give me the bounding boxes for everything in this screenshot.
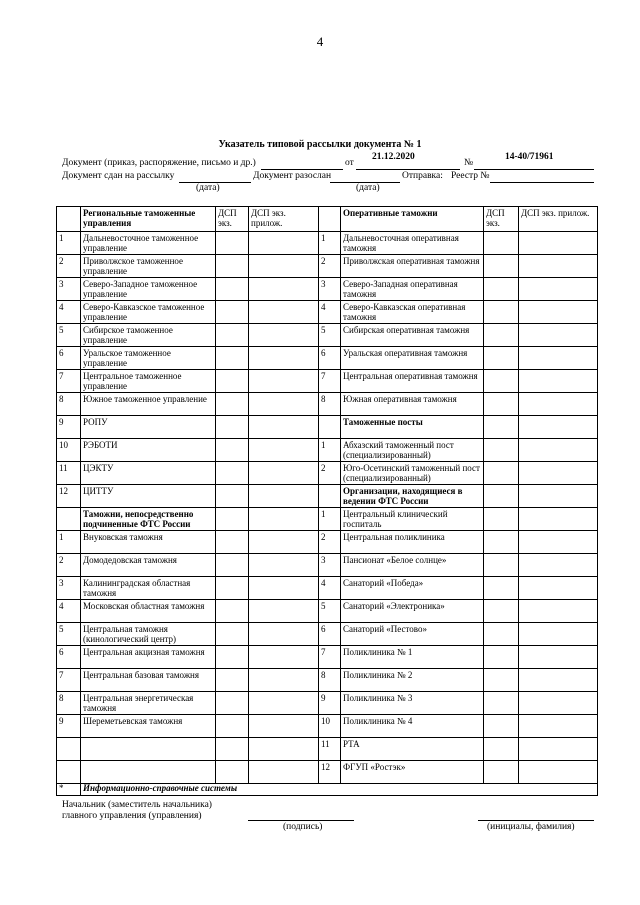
table-row [57,715,598,738]
operative-name: Поликлиника № 2 [341,669,484,692]
name-line [478,820,594,821]
row-num-right: 9 [319,692,341,715]
operative-name: РТА [341,738,484,761]
table-row [57,531,598,554]
row-num-right: 3 [319,278,341,301]
dsp-left-cell [216,669,249,692]
operative-name: Санаторий «Электроника» [341,600,484,623]
name-caption: (инициалы, фамилия) [487,822,575,832]
header-dsp-right: ДСП экз. [484,207,519,232]
dsp-app-left-cell [249,462,319,485]
date-caption-1: (дата) [196,183,220,193]
dsp-app-right-cell [519,278,598,301]
row-num-right: 5 [319,600,341,623]
row-num-left: 6 [57,347,81,370]
page-number: 4 [316,34,324,49]
dsp-left-cell [216,554,249,577]
dsp-app-left-cell [249,600,319,623]
row-num-right: 7 [319,646,341,669]
row-num-left [57,508,81,531]
operative-name: Пансионат «Белое солнце» [341,554,484,577]
regional-name: Центральная энергетическая таможня [81,692,216,715]
dsp-left-cell [216,485,249,508]
row-num-right: 1 [319,232,341,255]
table-row [57,692,598,715]
row-num-right: 6 [319,347,341,370]
row-num-right [319,416,341,439]
dsp-right-cell [484,600,519,623]
row-num-left: 9 [57,416,81,439]
operative-name: Абхазский таможенный пост (специализированный) [341,439,484,462]
row-num-left: 3 [57,278,81,301]
dsp-app-right-cell [519,485,598,508]
regional-name: РЭБОТИ [81,439,216,462]
regional-name: Дальневосточное таможенное управление [81,232,216,255]
dsp-app-right-cell [519,531,598,554]
dsp-right-cell [484,531,519,554]
row-num-right: 12 [319,761,341,784]
regional-name: Центральная базовая таможня [81,669,216,692]
dsp-app-left-cell [249,761,319,784]
table-row [57,255,598,278]
dsp-right-cell [484,761,519,784]
sender-label: Отправка: [402,171,443,181]
dsp-right-cell [484,255,519,278]
dsp-right-cell [484,485,519,508]
dsp-app-right-cell [519,370,598,393]
regional-name: Таможни, непосредственно подчиненные ФТС России [81,508,216,531]
date-caption-2: (дата) [356,183,380,193]
row-num-left: 8 [57,393,81,416]
operative-name: Приволжская оперативная таможня [341,255,484,278]
distributed-label: Документ разослан [253,171,332,181]
row-num-right: 1 [319,439,341,462]
dsp-left-cell [216,370,249,393]
registry-line [490,182,594,183]
dsp-app-left-cell [249,393,319,416]
operative-name: Южная оперативная таможня [341,393,484,416]
dsp-right-cell [484,646,519,669]
regional-name: ЦИТТУ [81,485,216,508]
dsp-app-left-cell [249,439,319,462]
dsp-left-cell [216,761,249,784]
regional-name: Центральная акцизная таможня [81,646,216,669]
dsp-left-cell [216,692,249,715]
operative-name: Юго-Осетинский таможенный пост (специализированный) [341,462,484,485]
dsp-app-right-cell [519,439,598,462]
dsp-app-left-cell [249,232,319,255]
row-num-left: 1 [57,232,81,255]
regional-name: Уральское таможенное управление [81,347,216,370]
dsp-app-left-cell [249,255,319,278]
operative-name: Дальневосточная оперативная таможня [341,232,484,255]
dsp-right-cell [484,301,519,324]
dsp-left-cell [216,393,249,416]
dsp-left-cell [216,439,249,462]
send-label: Документ сдан на рассылку [62,171,175,181]
row-num-right: 11 [319,738,341,761]
dsp-app-right-cell [519,324,598,347]
header-dsp-app-right: ДСП экз. прилож. [519,207,598,232]
table-row [57,370,598,393]
regional-name: Калининградская областная таможня [81,577,216,600]
row-num-left: 7 [57,669,81,692]
dsp-app-left-cell [249,416,319,439]
dsp-right-cell [484,715,519,738]
doc-number-line [474,169,594,170]
operative-name: Сибирская оперативная таможня [341,324,484,347]
operative-name: Центральная поликлиника [341,531,484,554]
row-num-left: 1 [57,531,81,554]
dsp-right-cell [484,692,519,715]
dsp-app-right-cell [519,623,598,646]
row-num-right: 4 [319,577,341,600]
regional-name [81,761,216,784]
regional-name: Шереметьевская таможня [81,715,216,738]
dsp-left-cell [216,324,249,347]
operative-name: Поликлиника № 4 [341,715,484,738]
dsp-left-cell [216,600,249,623]
dsp-app-left-cell [249,554,319,577]
operative-name: Санаторий «Победа» [341,577,484,600]
signature-caption: (подпись) [283,822,323,832]
dsp-app-left-cell [249,715,319,738]
dsp-left-cell [216,715,249,738]
row-num-left: 5 [57,623,81,646]
row-num-left: 4 [57,301,81,324]
dsp-app-left-cell [249,301,319,324]
dsp-app-right-cell [519,646,598,669]
row-num-left: 2 [57,554,81,577]
row-num-right: 2 [319,255,341,278]
row-num-right: 2 [319,531,341,554]
dsp-left-cell [216,577,249,600]
dsp-app-right-cell [519,761,598,784]
header-num-right [319,207,341,232]
dsp-left-cell [216,646,249,669]
dsp-app-left-cell [249,508,319,531]
dsp-app-left-cell [249,370,319,393]
dsp-right-cell [484,508,519,531]
row-num-right: 7 [319,370,341,393]
dsp-app-right-cell [519,577,598,600]
doc-blank-line [261,169,343,170]
row-num-left: 12 [57,485,81,508]
dsp-left-cell [216,255,249,278]
dsp-right-cell [484,324,519,347]
table-row [57,577,598,600]
operative-name: Северо-Западная оперативная таможня [341,278,484,301]
operative-name: Таможенные посты [341,416,484,439]
table-row [57,462,598,485]
footnote-text: Информационно-справочные системы [81,784,598,796]
regional-name: Центральная таможня (кинологический центр) [81,623,216,646]
operative-name: Санаторий «Пестово» [341,623,484,646]
dsp-app-right-cell [519,600,598,623]
table-row [57,439,598,462]
table-row [57,761,598,784]
row-num-left: 9 [57,715,81,738]
dsp-left-cell [216,232,249,255]
dsp-app-left-cell [249,324,319,347]
dsp-app-right-cell [519,416,598,439]
doc-label: Документ (приказ, распоряжение, письмо и др.) [62,158,256,168]
regional-name: Домодедовская таможня [81,554,216,577]
doc-date: 21.12.2020 [372,152,415,162]
dsp-app-left-cell [249,278,319,301]
row-num-right: 10 [319,715,341,738]
table-row [57,324,598,347]
dsp-right-cell [484,577,519,600]
operative-name: Поликлиника № 3 [341,692,484,715]
dsp-app-right-cell [519,715,598,738]
regional-name: Приволжское таможенное управление [81,255,216,278]
dsp-app-left-cell [249,577,319,600]
dsp-right-cell [484,439,519,462]
table-row [57,554,598,577]
row-num-left: 2 [57,255,81,278]
row-num-right: 6 [319,623,341,646]
table-row [57,301,598,324]
dsp-left-cell [216,301,249,324]
dsp-app-left-cell [249,485,319,508]
header-num-left [57,207,81,232]
header-regional: Региональные таможенные управления [81,207,216,232]
header-dsp-left: ДСП экз. [216,207,249,232]
document-title: Указатель типовой рассылки документа № 1 [218,139,422,150]
regional-name: Центральное таможенное управление [81,370,216,393]
table-row [57,278,598,301]
regional-name [81,738,216,761]
dsp-app-right-cell [519,301,598,324]
position-line-2: главного управления (управления) [62,811,202,821]
row-num-left: 6 [57,646,81,669]
table-header-row [57,207,598,232]
operative-name: Поликлиника № 1 [341,646,484,669]
table-row [57,669,598,692]
dsp-right-cell [484,669,519,692]
dsp-app-left-cell [249,623,319,646]
dsp-app-right-cell [519,232,598,255]
row-num-right: 2 [319,462,341,485]
dsp-left-cell [216,416,249,439]
doc-number-label: № [464,158,474,168]
dsp-left-cell [216,623,249,646]
dsp-app-left-cell [249,646,319,669]
dsp-app-right-cell [519,393,598,416]
dsp-right-cell [484,347,519,370]
row-num-right: 4 [319,301,341,324]
dsp-left-cell [216,738,249,761]
dsp-app-right-cell [519,462,598,485]
dsp-right-cell [484,232,519,255]
operative-name: Северо-Кавказская оперативная таможня [341,301,484,324]
dsp-app-right-cell [519,669,598,692]
table-row [57,646,598,669]
dsp-app-left-cell [249,692,319,715]
dsp-right-cell [484,416,519,439]
table-row [57,623,598,646]
header-operative: Оперативные таможни [341,207,484,232]
distribution-table [56,206,598,796]
dsp-app-right-cell [519,692,598,715]
regional-name: Внуковская таможня [81,531,216,554]
signature-line [248,820,354,821]
table-row [57,485,598,508]
dsp-right-cell [484,370,519,393]
regional-name: РОПУ [81,416,216,439]
row-num-right: 8 [319,669,341,692]
row-num-right [319,485,341,508]
table-row [57,393,598,416]
dsp-right-cell [484,738,519,761]
row-num-left: 5 [57,324,81,347]
row-num-left: 10 [57,439,81,462]
table-row [57,347,598,370]
table-row [57,600,598,623]
dsp-right-cell [484,554,519,577]
dsp-right-cell [484,278,519,301]
row-num-left: 7 [57,370,81,393]
regional-name: Сибирское таможенное управление [81,324,216,347]
dsp-left-cell [216,347,249,370]
footnote-row [57,784,598,796]
operative-name: Организации, находящиеся в ведении ФТС России [341,485,484,508]
doc-date-line [356,169,460,170]
dsp-app-right-cell [519,508,598,531]
regional-name: ЦЭКТУ [81,462,216,485]
dsp-left-cell [216,462,249,485]
regional-name: Северо-Кавказское таможенное управление [81,301,216,324]
regional-name: Северо-Западное таможенное управление [81,278,216,301]
row-num-right: 8 [319,393,341,416]
dsp-app-right-cell [519,554,598,577]
row-num-right: 3 [319,554,341,577]
table-row [57,738,598,761]
dsp-app-right-cell [519,255,598,278]
regional-name: Южное таможенное управление [81,393,216,416]
header-dsp-app-left: ДСП экз. прилож. [249,207,319,232]
dsp-app-right-cell [519,347,598,370]
row-num-left: 4 [57,600,81,623]
dsp-app-left-cell [249,531,319,554]
position-line-1: Начальник (заместитель начальника) [62,800,212,810]
dsp-app-right-cell [519,738,598,761]
dsp-right-cell [484,393,519,416]
dsp-app-left-cell [249,738,319,761]
row-num-left: 8 [57,692,81,715]
operative-name: Центральная оперативная таможня [341,370,484,393]
operative-name: Уральская оперативная таможня [341,347,484,370]
dsp-left-cell [216,508,249,531]
row-num-left: 11 [57,462,81,485]
operative-name: Центральный клинический госпиталь [341,508,484,531]
table-row [57,232,598,255]
dsp-app-left-cell [249,347,319,370]
row-num-right: 1 [319,508,341,531]
registry-label: Реестр № [451,171,490,181]
dsp-right-cell [484,462,519,485]
row-num-left [57,761,81,784]
dsp-app-left-cell [249,669,319,692]
dsp-right-cell [484,623,519,646]
regional-name: Московская областная таможня [81,600,216,623]
row-num-right: 5 [319,324,341,347]
row-num-left: 3 [57,577,81,600]
doc-from: от [345,158,354,168]
footnote-mark: * [57,784,81,796]
operative-name: ФГУП «Ростэк» [341,761,484,784]
dsp-left-cell [216,278,249,301]
table-row [57,508,598,531]
doc-number: 14-40/71961 [505,152,554,162]
dsp-left-cell [216,531,249,554]
table-row [57,416,598,439]
row-num-left [57,738,81,761]
